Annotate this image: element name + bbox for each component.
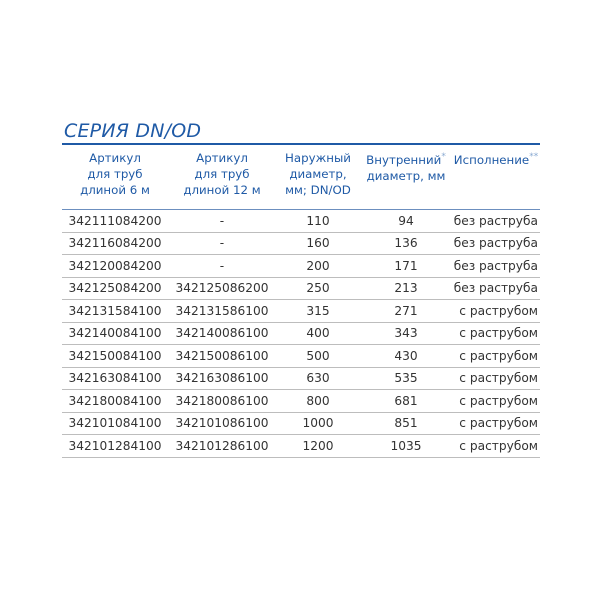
table-row: 342120084200 - 200 171 без раструба <box>62 255 540 278</box>
table-row: 342140084100 342140086100 400 343 с раструбом <box>62 323 540 346</box>
header-inner-diameter: Внутренний* диаметр, мм <box>366 152 446 183</box>
table-row: 342101084100 342101086100 1000 851 с раструбом <box>62 413 540 436</box>
table-row: 342101284100 342101286100 1200 1035 с раструбом <box>62 435 540 458</box>
table-row: 342125084200 342125086200 250 213 без раструба <box>62 278 540 301</box>
footnote-mark: ** <box>529 152 539 162</box>
table-row: 342111084200 - 110 94 без раструба <box>62 210 540 233</box>
header-outer-diameter: Наружный диаметр, мм; DN/OD <box>285 151 351 197</box>
table-row: 342116084200 - 160 136 без раструба <box>62 233 540 256</box>
footnote-mark: * <box>441 152 446 162</box>
header-execution: Исполнение** <box>453 152 539 167</box>
table-row: 342180084100 342180086100 800 681 с раструбом <box>62 390 540 413</box>
table-row: 342131584100 342131586100 315 271 с раструбом <box>62 300 540 323</box>
header-article-12m: Артикул для труб длиной 12 м <box>183 151 261 197</box>
table-header <box>62 145 540 209</box>
spec-table <box>62 143 540 458</box>
header-article-6m: Артикул для труб длиной 6 м <box>80 151 150 197</box>
series-title: СЕРИЯ DN/OD <box>64 120 202 142</box>
table-row: 342150084100 342150086100 500 430 с раструбом <box>62 345 540 368</box>
table-row: 342163084100 342163086100 630 535 с раструбом <box>62 368 540 391</box>
table-body <box>62 210 540 458</box>
